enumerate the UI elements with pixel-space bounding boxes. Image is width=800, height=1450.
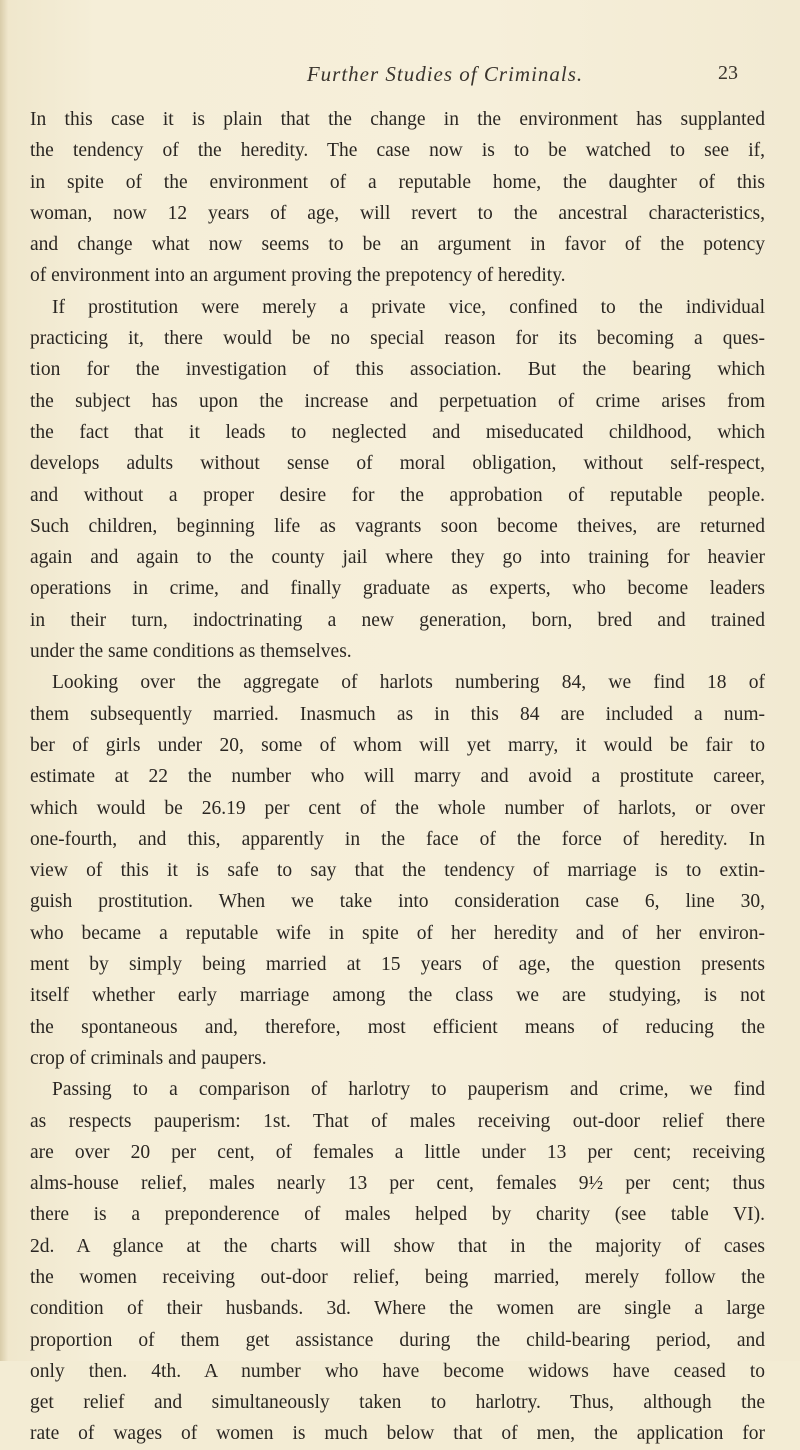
text-line: guish prostitution. When we take into consideration case 6, line 30, (30, 891, 765, 913)
text-line: proportion of them get assistance during the child-bearing period, and (30, 1329, 765, 1351)
text-line: in spite of the environment of a reputable home, the daughter of this (30, 171, 765, 193)
text-line: in their turn, indoctrinating a new generation, born, bred and trained (30, 609, 765, 631)
text-line: who became a reputable wife in spite of her heredity and of her environ- (30, 922, 765, 944)
text-line: Looking over the aggregate of harlots numbering 84, we find 18 of (52, 672, 765, 694)
text-line: are over 20 per cent, of females a little under 13 per cent; receiving (30, 1141, 765, 1163)
text-line: and change what now seems to be an argument in favor of the potency (30, 234, 765, 256)
running-head: Further Studies of Criminals. (306, 62, 584, 86)
text-line: under the same conditions as themselves. (30, 641, 352, 663)
text-line: alms-house relief, males nearly 13 per cent, females 9½ per cent; thus (30, 1173, 765, 1195)
text-line: again and again to the county jail where they go into training for heavier (30, 547, 765, 569)
text-line: If prostitution were merely a private vice, confined to the individual (52, 296, 765, 318)
text-line: 2d. A glance at the charts will show that in the majority of cases (30, 1235, 765, 1257)
text-line: as respects pauperism: 1st. That of males receiving out-door relief there (30, 1110, 765, 1132)
text-line: get relief and simultaneously taken to harlotry. Thus, although the (30, 1392, 765, 1414)
text-line: In this case it is plain that the change in the environment has supplanted (30, 109, 765, 130)
text-line: of environment into an argument proving the prepotency of heredity. (30, 265, 566, 287)
text-line: the fact that it leads to neglected and miseducated childhood, which (30, 421, 765, 443)
text-line: develops adults without sense of moral obligation, without self-respect, (30, 453, 765, 475)
body-text (30, 104, 765, 1450)
text-line: estimate at 22 the number who will marry and avoid a prostitute career, (30, 766, 765, 788)
text-line: the women receiving out-door relief, being married, merely follow the (30, 1266, 765, 1288)
text-line: practicing it, there would be no special reason for its becoming a ques- (30, 328, 765, 350)
text-line: Such children, beginning life as vagrants soon become theives, are returned (30, 515, 765, 537)
page-gutter (0, 0, 8, 1361)
text-line: ment by simply being married at 15 years of age, the question presents (30, 954, 765, 976)
page-number: 23 (718, 62, 738, 84)
text-line: there is a preponderence of males helped by charity (see table VI). (30, 1204, 765, 1226)
text-line: which would be 26.19 per cent of the whole number of harlots, or over (30, 797, 765, 819)
text-line: itself whether early marriage among the class we are studying, is not (30, 985, 765, 1007)
text-line: the tendency of the heredity. The case now is to be watched to see if, (30, 140, 765, 162)
text-line: crop of criminals and paupers. (30, 1047, 267, 1069)
text-line: one-fourth, and this, apparently in the face of the force of heredity. In (30, 828, 765, 850)
text-line: and without a proper desire for the approbation of reputable people. (30, 484, 765, 506)
text-line: the spontaneous and, therefore, most efficient means of reducing the (30, 1016, 765, 1038)
text-line: rate of wages of women is much below that of men, the application for (30, 1423, 765, 1445)
text-line: woman, now 12 years of age, will revert to the ancestral characteristics, (30, 202, 765, 224)
text-line: operations in crime, and finally graduate as experts, who become leaders (30, 578, 765, 600)
text-line: them subsequently married. Inasmuch as in this 84 are included a num- (30, 703, 765, 725)
text-line: ber of girls under 20, some of whom will yet marry, it would be fair to (30, 734, 765, 756)
text-line: tion for the investigation of this association. But the bearing which (30, 359, 765, 381)
text-line: the subject has upon the increase and perpetuation of crime arises from (30, 390, 765, 412)
text-line: only then. 4th. A number who have become widows have ceased to (30, 1360, 765, 1382)
text-line: Passing to a comparison of harlotry to pauperism and crime, we find (52, 1079, 765, 1101)
text-line: view of this it is safe to say that the tendency of marriage is to extin- (30, 860, 765, 882)
text-line: condition of their husbands. 3d. Where the women are single a large (30, 1298, 765, 1320)
